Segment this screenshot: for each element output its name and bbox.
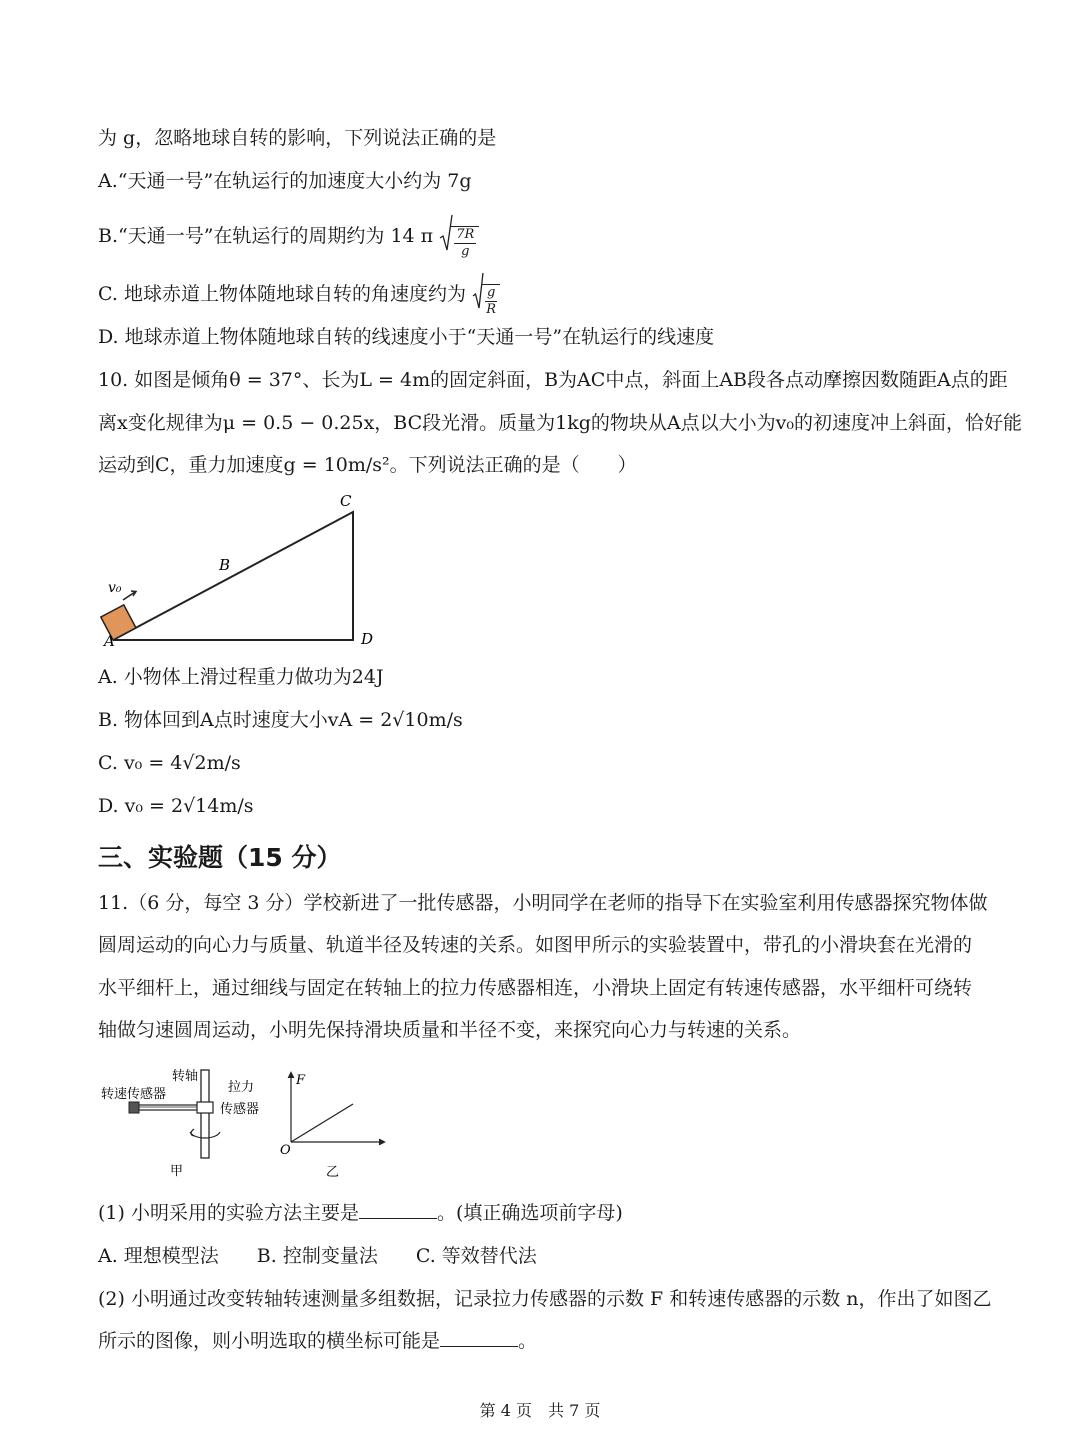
answer-blank-2[interactable] (440, 1328, 518, 1347)
rotation-axis (201, 1070, 209, 1158)
label-force: 拉力 (228, 1080, 255, 1095)
caption-yi: 乙 (326, 1165, 340, 1180)
q10-option-d: D. v₀ = 2√14m/s (98, 795, 254, 817)
q10-incline-figure (95, 488, 395, 653)
q9-option-b-radical (439, 214, 479, 260)
q10-stem-line1: 10. 如图是倾角θ = 37°、长为L = 4m的固定斜面，B为AC中点，斜面上AB段各点动摩擦因数随距A点的距 (98, 369, 1008, 391)
q11-stem-line1: 11.（6 分，每空 3 分）学校新进了一批传感器，小明同学在老师的指导下在实验室利用传感器探究物体做 (98, 892, 988, 914)
q11-stem-line4: 轴做匀速圆周运动，小明先保持滑块质量和半径不变，来探究向心力与转速的关系。 (98, 1019, 802, 1041)
x-axis-arrow-icon (379, 1139, 385, 1145)
q9-option-c-radical (472, 272, 500, 318)
q9-option-c (98, 272, 500, 318)
q9-b-numerator: 7R (456, 227, 475, 242)
q11-sub2-line2 (98, 1328, 537, 1354)
y-axis-arrow-icon (288, 1072, 294, 1078)
section-title: 三、实验题（15 分） (98, 843, 342, 872)
q9-option-c-text: C. 地球赤道上物体随地球自转的角速度约为 (98, 283, 466, 305)
q11-stem-line3: 水平细杆上，通过细线与固定在转轴上的拉力传感器相连，小滑块上固定有转速传感器，水平细杆可绕转 (98, 977, 973, 999)
q9-option-b (98, 214, 479, 260)
slider-block (129, 1102, 139, 1113)
label-d: D (361, 630, 374, 648)
label-c: C (340, 492, 352, 510)
label-b: B (219, 556, 231, 574)
q11-sub2-line1: (2) 小明通过改变转轴转速测量多组数据，记录拉力传感器的示数 F 和转速传感器的示数 n，作出了如图乙 (98, 1288, 992, 1310)
answer-blank-1[interactable] (359, 1200, 437, 1219)
q9-option-a: A.“天通一号”在轨运行的加速度大小约为 7g (98, 170, 472, 192)
caption-jia: 甲 (170, 1164, 184, 1179)
q10-stem-line2: 离x变化规律为μ = 0.5 − 0.25x，BC段光滑。质量为1kg的物块从A点以大小为v₀的初速度冲上斜面，恰好能 (98, 412, 1022, 434)
label-a: A (104, 632, 115, 650)
q9-intro: 为 g，忽略地球自转的影响，下列说法正确的是 (98, 127, 497, 149)
figure-yi-graph (275, 1066, 393, 1182)
q9-c-numerator: g (487, 285, 496, 300)
label-f: F (296, 1073, 306, 1088)
incline-triangle (113, 512, 353, 640)
q11-sub2-end: 。 (518, 1330, 538, 1352)
label-speed-sensor: 转速传感器 (101, 1087, 167, 1102)
q11-choices: A. 理想模型法 B. 控制变量法 C. 等效替代法 (98, 1245, 537, 1267)
q9-b-denominator: g (461, 244, 470, 259)
figure-jia-apparatus (98, 1062, 288, 1182)
q11-sub1-prompt: (1) 小明采用的实验方法主要是 (98, 1202, 359, 1224)
proportional-line (291, 1104, 353, 1142)
label-force-sensor: 传感器 (220, 1102, 260, 1117)
q9-option-b-text: B.“天通一号”在轨运行的周期约为 14 π (98, 225, 434, 247)
q11-stem-line2: 圆周运动的向心力与质量、轨道半径及转速的关系。如图甲所示的实验装置中，带孔的小滑块套在光滑的 (98, 934, 973, 956)
q10-option-c: C. v₀ = 4√2m/s (98, 752, 241, 774)
rotation-arrowhead-icon (191, 1129, 194, 1136)
label-v0: v₀ (108, 580, 122, 596)
q11-sub1 (98, 1200, 623, 1226)
label-axis: 转轴 (172, 1069, 199, 1084)
label-origin: O (280, 1143, 291, 1158)
q11-sub2-prompt: 所示的图像，则小明选取的横坐标可能是 (98, 1330, 441, 1352)
q10-option-b: B. 物体回到A点时速度大小vA = 2√10m/s (98, 709, 463, 731)
q10-stem-line3: 运动到C，重力加速度g = 10m/s²。下列说法正确的是（ ） (98, 454, 637, 476)
q9-option-d: D. 地球赤道上物体随地球自转的线速度小于“天通一号”在轨运行的线速度 (98, 326, 715, 348)
q9-c-denominator: R (486, 302, 497, 317)
page-footer: 第 4 页 共 7 页 (479, 1401, 601, 1420)
q10-option-a: A. 小物体上滑过程重力做功为24J (98, 666, 384, 688)
q11-sub1-hint: 。(填正确选项前字母) (436, 1202, 623, 1224)
force-sensor (197, 1102, 213, 1113)
